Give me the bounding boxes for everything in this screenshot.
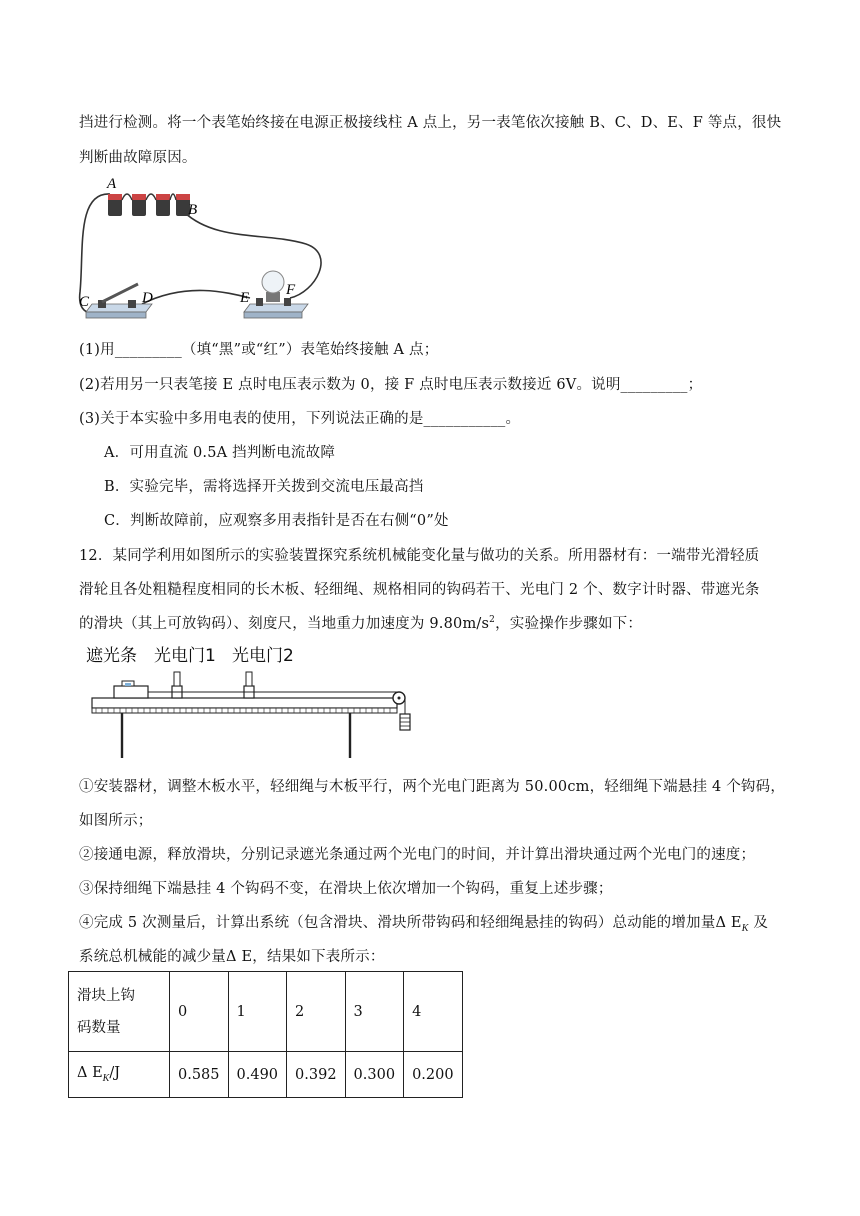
table-header-cell	[69, 1052, 170, 1098]
step-4-line	[79, 911, 768, 934]
hanging-weights	[400, 714, 410, 730]
subscript: K	[102, 1072, 110, 1084]
header-part: Δ E	[77, 1065, 103, 1082]
header-part: 滑块上钩	[77, 987, 135, 1004]
option-b: B．实验完毕，需将选择开关拨到交流电压最高挡	[104, 479, 424, 495]
wire-middle	[142, 290, 250, 304]
label-a: A	[107, 176, 117, 192]
photogate-2	[244, 672, 254, 698]
table-cell: 0.200	[404, 1052, 463, 1098]
circuit-figure	[76, 172, 326, 332]
table-cell: 4	[404, 972, 463, 1052]
table-cell: 0.392	[287, 1052, 346, 1098]
label-f: F	[286, 282, 296, 298]
problem-12-line	[79, 612, 642, 633]
battery-pack	[108, 194, 190, 216]
step-3-line: ③保持细绳下端悬挂 4 个钩码不变，在滑块上依次增加一个钩码，重复上述步骤；	[79, 881, 613, 897]
board	[92, 698, 397, 708]
text-segment: ，实验操作步骤如下：	[495, 616, 643, 632]
apparatus-figure	[76, 636, 426, 762]
label-shade-strip: 遮光条	[86, 646, 137, 666]
option-a: A．可用直流 0.5A 挡判断电流故障	[104, 445, 336, 461]
table-cell: 1	[228, 972, 287, 1052]
text-segment: ④完成 5 次测量后，计算出系统（包含滑块、滑块所带钩码和轻细绳悬挂的钩码）总动能的增加量Δ E	[79, 915, 742, 931]
table-cell: 3	[345, 972, 404, 1052]
text-segment: 的滑块（其上可放钩码）、刻度尺，当地重力加速度为 9.80m/s	[79, 616, 490, 632]
wire-right	[184, 212, 321, 298]
question-2: (2)若用另一只表笔接 E 点时电压表示数为 0，接 F 点时电压表示数接近 6V。说明_________；	[79, 377, 703, 393]
step-1-line: 如图所示；	[79, 813, 153, 829]
label-d: D	[142, 290, 153, 306]
table-cell: 2	[287, 972, 346, 1052]
text-line: 挡进行检测。将一个表笔始终接在电源正极接线柱 A 点上，另一表笔依次接触 B、C、D、E、F 等点，很快	[79, 115, 782, 131]
slider-block	[114, 686, 148, 698]
label-e: E	[240, 290, 250, 306]
label-gate-1: 光电门1	[154, 646, 216, 666]
subscript: K	[741, 922, 749, 934]
question-1: (1)用_________（填“黑”或“红”）表笔始终接触 A 点；	[79, 342, 439, 358]
option-c: C．判断故障前，应观察多用表指针是否在右侧“0”处	[104, 513, 449, 529]
table-header-cell	[69, 972, 170, 1052]
photogate-1	[172, 672, 182, 698]
step-1-line: ①安装器材，调整木板水平，轻细绳与木板平行，两个光电门距离为 50.00cm，轻细绳下端悬挂 4 个钩码，	[79, 779, 786, 795]
table-cell: 0	[170, 972, 229, 1052]
table-cell: 0.300	[345, 1052, 404, 1098]
table-row	[69, 1052, 463, 1098]
table-cell: 0.490	[228, 1052, 287, 1098]
text-line: 判断曲故障原因。	[79, 150, 197, 166]
step-4-line: 系统总机械能的减少量Δ E，结果如下表所示：	[79, 949, 385, 965]
table-row	[69, 972, 463, 1052]
header-part: 码数量	[77, 1019, 121, 1036]
results-table	[68, 971, 463, 1098]
text-segment: 及	[748, 915, 769, 931]
label-gate-2: 光电门2	[232, 646, 294, 666]
table-cell: 0.585	[170, 1052, 229, 1098]
problem-12-line: 滑轮且各处粗糙程度相同的长木板、轻细绳、规格相同的钩码若干、光电门 2 个、数字计时器、带遮光条	[79, 582, 760, 598]
superscript: 2	[489, 615, 496, 626]
label-c: C	[79, 294, 90, 310]
header-part: /J	[109, 1065, 121, 1082]
problem-12-line: 12．某同学利用如图所示的实验装置探究系统机械能变化量与做功的关系。所用器材有：一端带光滑轻质	[79, 548, 760, 564]
step-2-line: ②接通电源，释放滑块，分别记录遮光条通过两个光电门的时间，并计算出滑块通过两个光电门的速度；	[79, 847, 756, 863]
question-3: (3)关于本实验中多用电表的使用，下列说法正确的是___________。	[79, 411, 521, 427]
label-b: B	[188, 202, 198, 218]
